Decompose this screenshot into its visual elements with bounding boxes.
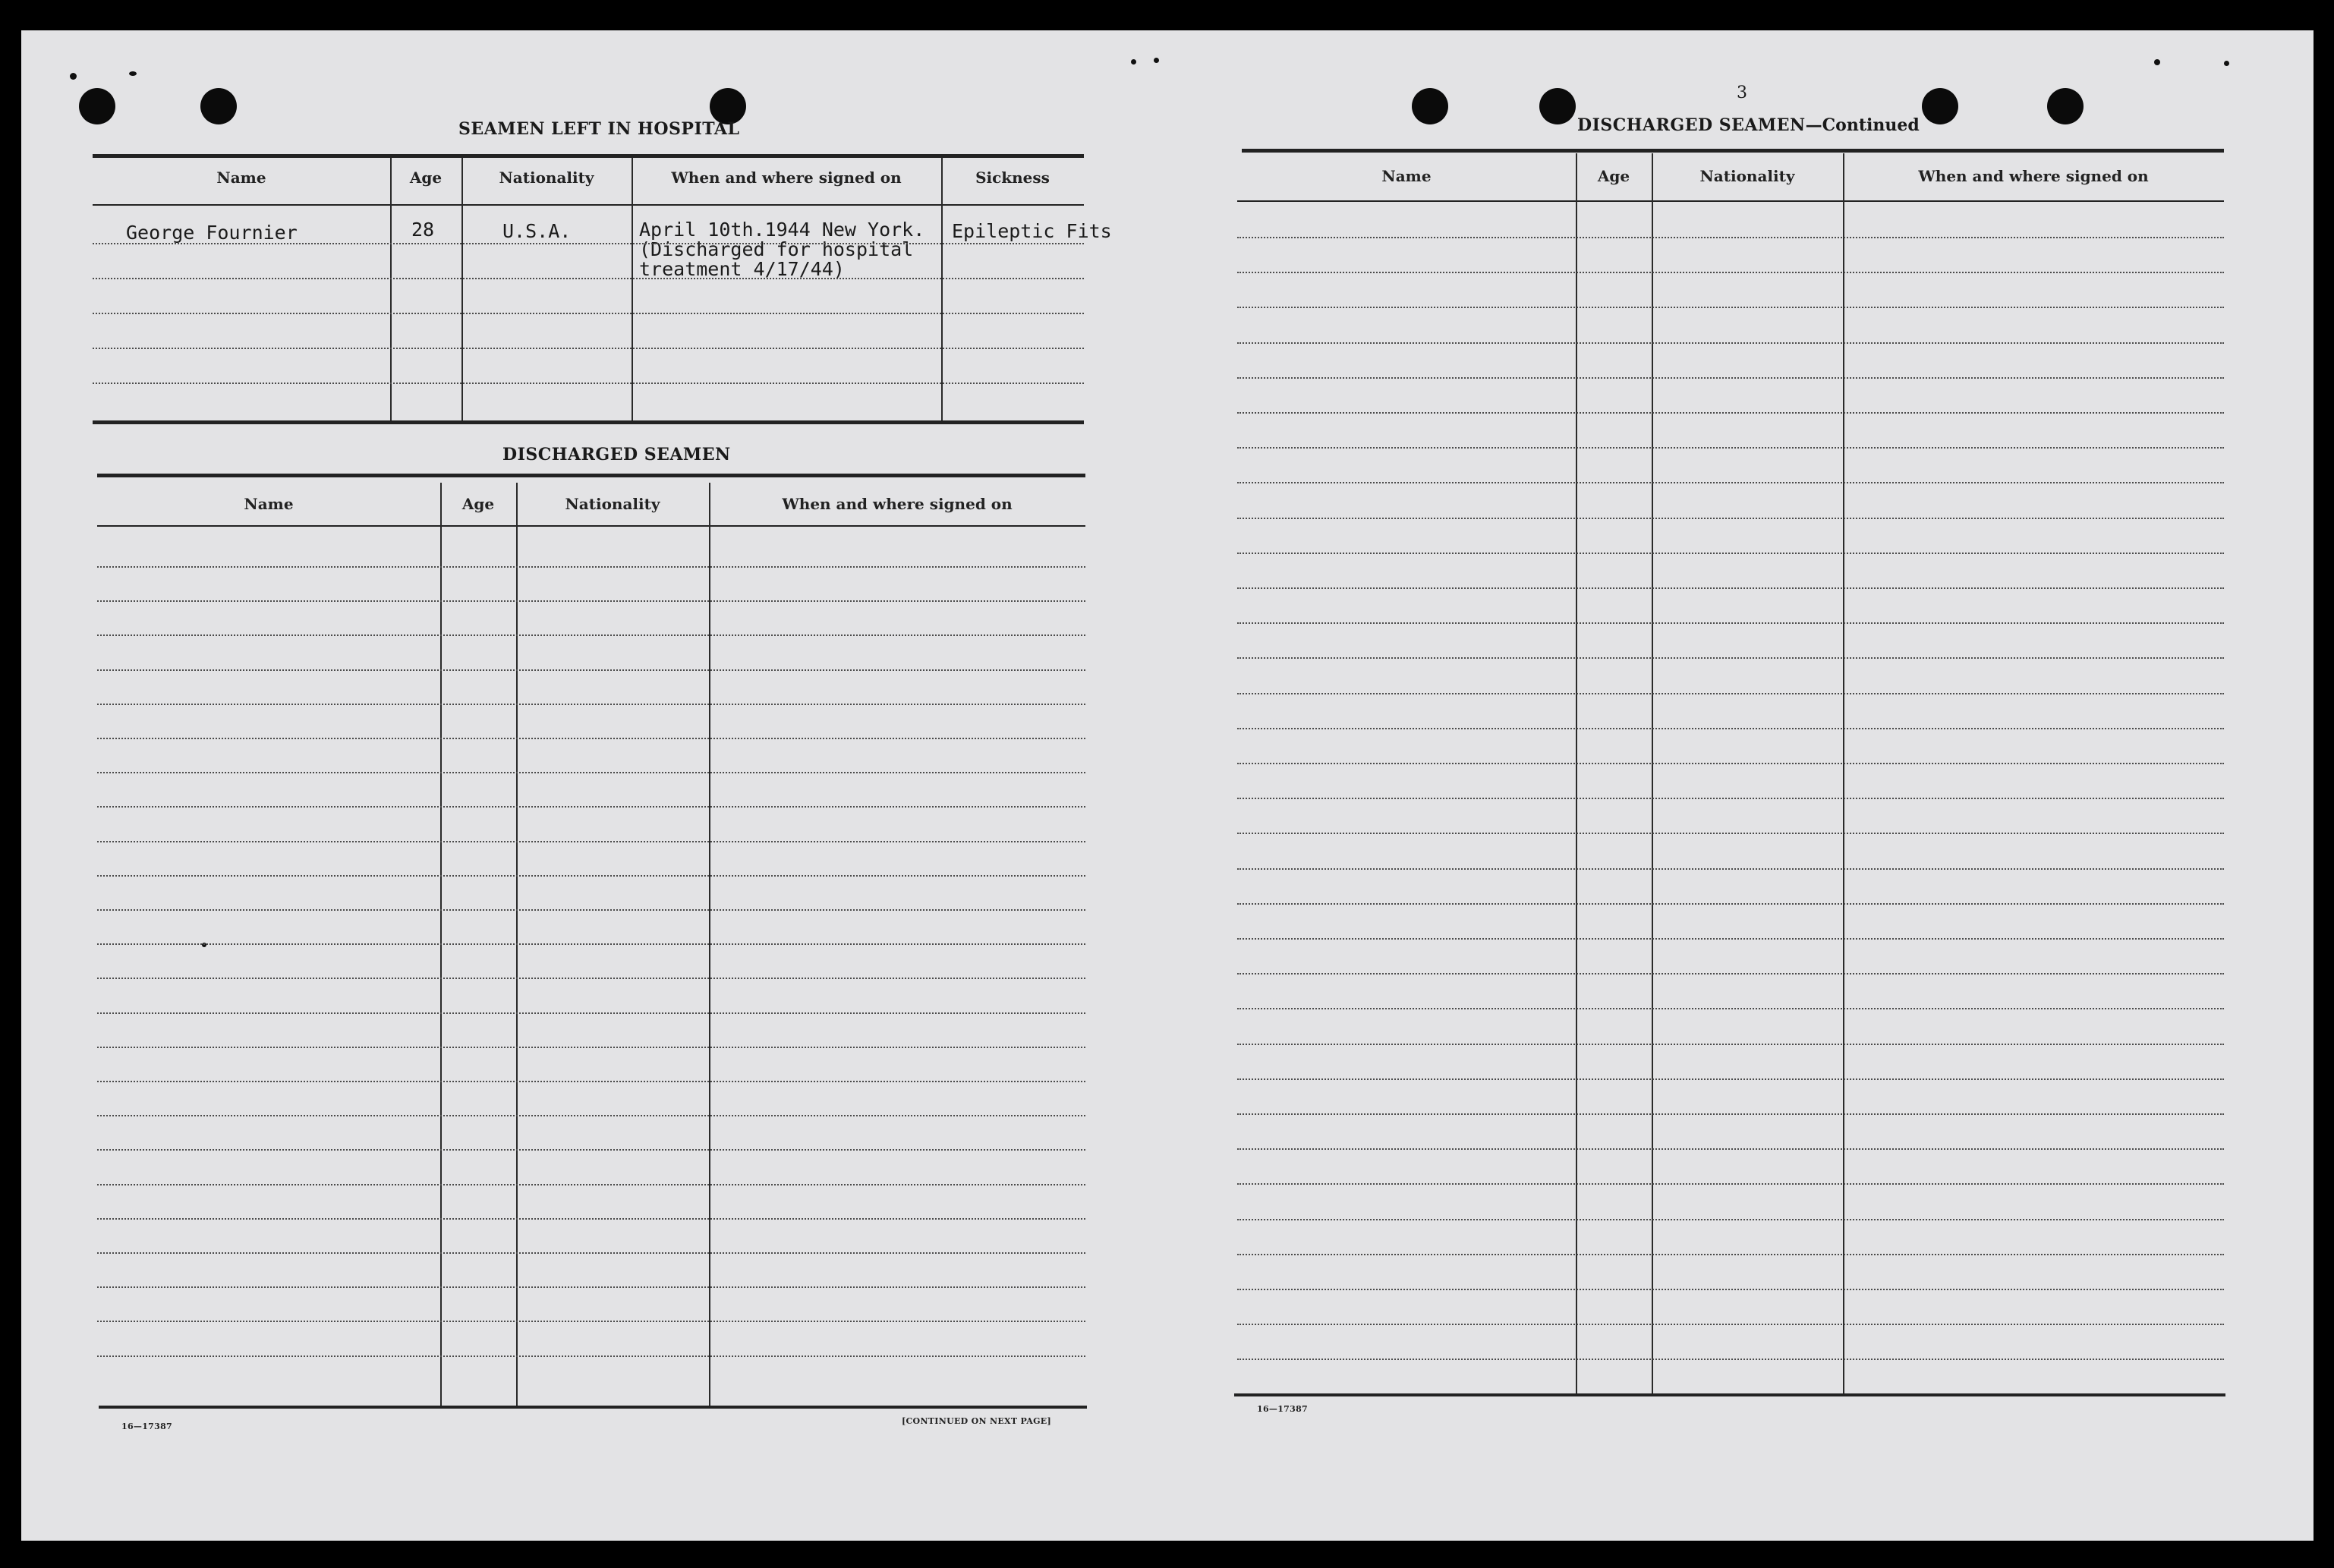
ruled-line (1237, 377, 2224, 379)
ruled-line (97, 875, 1085, 877)
ink-speck (70, 73, 77, 80)
discharged-top-rule (97, 474, 1085, 477)
ruled-line (97, 772, 1085, 773)
discharged-header-rule (97, 525, 1085, 527)
ruled-line (97, 1321, 1085, 1322)
ruled-line (97, 566, 1085, 568)
ruled-line (97, 738, 1085, 739)
ruled-line (97, 1047, 1085, 1048)
column-divider (1576, 153, 1577, 1393)
discharged-section-title: DISCHARGED SEAMEN (502, 445, 731, 464)
ruled-line (1237, 587, 2224, 589)
column-header: Nationality (565, 495, 660, 513)
ruled-line (1237, 482, 2224, 483)
ruled-line (1237, 447, 2224, 449)
ruled-line (1237, 728, 2224, 729)
ruled-line (97, 1286, 1085, 1288)
ruled-line (1237, 622, 2224, 624)
column-header: Nationality (1699, 167, 1795, 185)
ruled-line (97, 909, 1085, 911)
ruled-line (97, 600, 1085, 602)
page-number: 3 (1737, 83, 1747, 102)
right-top-rule (1242, 149, 2224, 153)
column-divider (1843, 153, 1844, 1393)
right-title-main: DISCHARGED SEAMEN (1577, 115, 1806, 135)
ink-speck (1154, 58, 1159, 63)
ruled-line (97, 634, 1085, 636)
ink-speck (2154, 59, 2160, 65)
ruled-line (97, 1115, 1085, 1116)
ruled-line (97, 943, 1085, 945)
ruled-line (1237, 1254, 2224, 1255)
column-header: When and where signed on (782, 495, 1013, 513)
column-divider (461, 158, 463, 420)
ruled-line (1237, 938, 2224, 940)
ruled-line (93, 383, 1084, 384)
ruled-line (1237, 833, 2224, 834)
left-form-number: 16—17387 (121, 1422, 172, 1431)
ruled-line (1237, 272, 2224, 273)
right-header-rule (1237, 200, 2224, 202)
ruled-line (1237, 763, 2224, 764)
column-divider (1652, 153, 1653, 1393)
hospital-bottom-rule (93, 420, 1084, 424)
ruled-line (1237, 903, 2224, 905)
ruled-line (1237, 973, 2224, 974)
column-header: Age (409, 168, 443, 187)
ruled-line (1237, 1113, 2224, 1115)
ruled-line (97, 1252, 1085, 1254)
ruled-line (1237, 693, 2224, 694)
column-divider (390, 158, 392, 420)
punch-hole (1412, 88, 1448, 124)
ruled-line (1237, 657, 2224, 659)
ruled-line (1237, 342, 2224, 344)
punch-hole (2047, 88, 2084, 124)
ink-speck (1131, 59, 1136, 65)
column-header: Age (461, 495, 495, 513)
punch-hole (200, 88, 237, 124)
hospital-row-signed-on: April 10th.1944 New York. (Discharged for hospital treatment 4/17/44) (639, 219, 925, 280)
column-header: When and where signed on (1918, 167, 2149, 185)
ruled-line (1237, 237, 2224, 238)
ruled-line (97, 704, 1085, 705)
ruled-line (97, 1355, 1085, 1357)
ruled-line (1237, 1324, 2224, 1325)
column-header: Sickness (975, 168, 1050, 187)
ruled-line (93, 243, 1084, 244)
ruled-line (97, 1218, 1085, 1220)
column-divider (941, 158, 943, 420)
hospital-row-nationality: U.S.A. (502, 220, 572, 242)
ruled-line (1237, 868, 2224, 870)
right-title-suffix: —Continued (1805, 115, 1920, 135)
ruled-line (1237, 1008, 2224, 1009)
ink-speck (129, 71, 137, 76)
ruled-line (1237, 518, 2224, 519)
ruled-line (97, 1184, 1085, 1185)
ruled-line (1237, 1148, 2224, 1150)
right-form-number: 16—17387 (1257, 1404, 1308, 1414)
ink-speck (2224, 61, 2229, 66)
ruled-line (93, 278, 1084, 279)
ruled-line (1237, 307, 2224, 308)
right-bottom-rule (1234, 1393, 2225, 1396)
ruled-line (1237, 1219, 2224, 1220)
discharged-bottom-rule (99, 1406, 1087, 1409)
right-section-title (1577, 115, 1920, 135)
column-header: Name (244, 495, 294, 513)
column-header: Nationality (499, 168, 594, 187)
ruled-line (97, 1081, 1085, 1082)
ruled-line (93, 348, 1084, 349)
ruled-line (1237, 1183, 2224, 1185)
column-header: Name (216, 168, 266, 187)
punch-hole (1922, 88, 1958, 124)
ruled-line (97, 1149, 1085, 1151)
ruled-line (93, 313, 1084, 314)
column-divider (632, 158, 633, 420)
document-sheet (21, 30, 2314, 1541)
punch-hole (1539, 88, 1576, 124)
hospital-row-age: 28 (411, 219, 435, 241)
ruled-line (1237, 1289, 2224, 1290)
column-header: When and where signed on (671, 168, 902, 187)
ruled-line (1237, 412, 2224, 414)
ruled-line (1237, 553, 2224, 554)
continued-note: [CONTINUED ON NEXT PAGE] (902, 1416, 1051, 1426)
column-header: Name (1381, 167, 1432, 185)
hospital-top-rule (93, 154, 1084, 158)
hospital-row-sickness: Epileptic Fits (952, 220, 1112, 242)
ruled-line (97, 669, 1085, 671)
column-header: Age (1597, 167, 1630, 185)
punch-hole (79, 88, 115, 124)
ruled-line (1237, 1359, 2224, 1360)
ruled-line (97, 841, 1085, 842)
hospital-section-title: SEAMEN LEFT IN HOSPITAL (458, 119, 740, 139)
ruled-line (97, 806, 1085, 808)
hospital-row-name: George Fournier (126, 222, 298, 244)
ruled-line (1237, 1078, 2224, 1080)
ruled-line (97, 1012, 1085, 1014)
ruled-line (97, 978, 1085, 979)
hospital-header-rule (93, 204, 1084, 206)
ruled-line (1237, 798, 2224, 799)
ruled-line (1237, 1044, 2224, 1045)
